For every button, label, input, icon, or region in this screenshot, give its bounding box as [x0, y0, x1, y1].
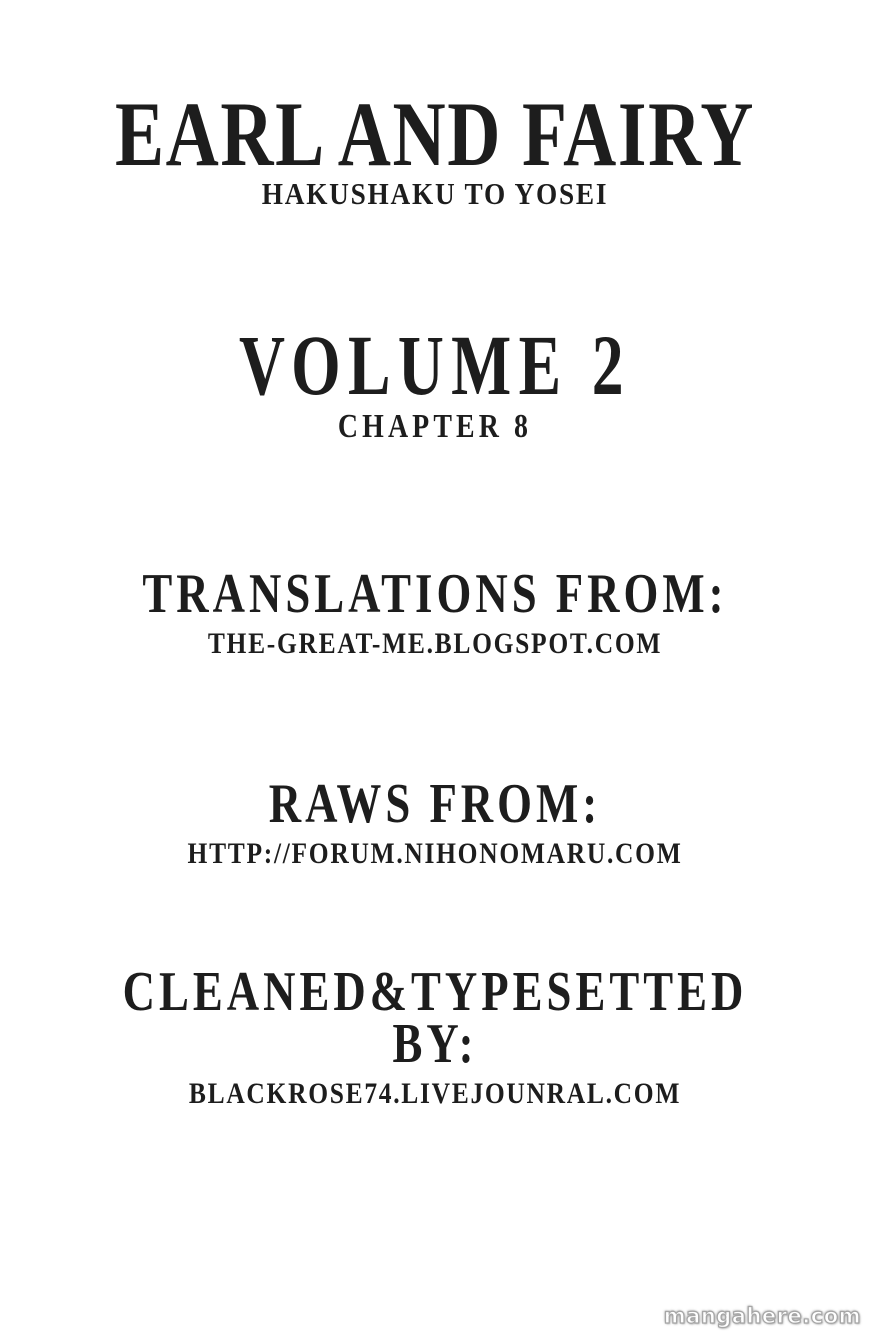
- translations-heading: TRANSLATIONS FROM:: [142, 563, 728, 625]
- series-title: EARL AND FAIRY: [114, 83, 756, 185]
- cleaned-typesetted-heading: CLEANED&TYPESETTED BY:: [122, 961, 748, 1075]
- credit-section-raws: [0, 773, 870, 871]
- title-block: [0, 83, 870, 212]
- credit-section-cleaned-typesetted: [0, 961, 870, 1111]
- cleaned-typesetted-source: BLACKROSE74.LIVEJOUNRAL.COM: [188, 1077, 682, 1110]
- raws-heading: RAWS FROM:: [268, 773, 602, 835]
- translations-source: THE-GREAT-ME.BLOGSPOT.COM: [207, 627, 663, 660]
- volume-title: VOLUME 2: [238, 317, 632, 413]
- site-watermark: mangahere.com: [663, 1304, 861, 1328]
- raws-source: HTTP://FORUM.NIHONOMARU.COM: [187, 837, 683, 870]
- chapter-label: CHAPTER 8: [337, 408, 533, 445]
- volume-block: [0, 317, 870, 446]
- series-subtitle: HAKUSHAKU TO YOSEI: [261, 176, 609, 211]
- credit-section-translations: [0, 563, 870, 661]
